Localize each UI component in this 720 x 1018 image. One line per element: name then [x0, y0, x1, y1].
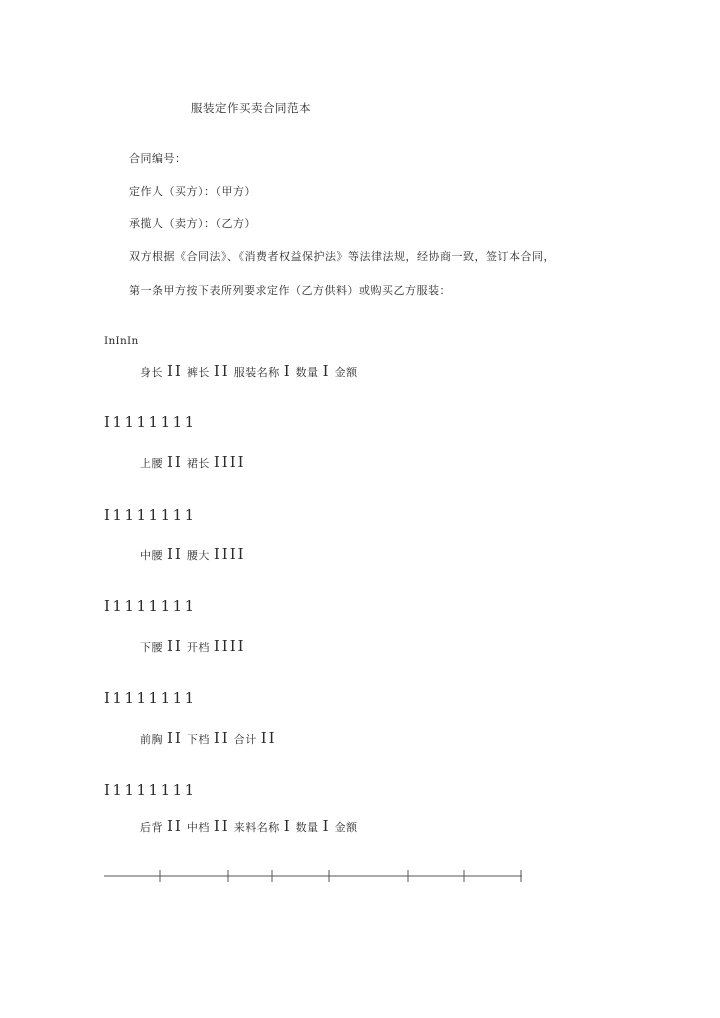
cell-label: 开档: [186, 641, 210, 654]
cell-label: 数量: [295, 821, 319, 834]
cell-separator: II: [213, 362, 230, 380]
row-separator-line: I1111111: [104, 597, 197, 615]
cell-separator: II: [213, 729, 230, 747]
cell-separator: II: [167, 817, 183, 835]
cell-separator: I: [283, 817, 292, 835]
agreement-paragraph: 双方根据《合同法》、《消费者权益保护法》等法律法规，经协商一致，签订本合同，: [129, 250, 555, 263]
cell-separator: IIII: [213, 453, 246, 471]
cell-label: 来料名称: [233, 821, 280, 834]
cell-label: 裙长: [186, 457, 210, 470]
cell-label: 身长: [140, 366, 163, 379]
row-separator-line: I1111111: [104, 689, 197, 707]
cell-label: 合计: [233, 733, 257, 746]
cell-label: 下档: [186, 733, 210, 746]
cell-label: 金额: [334, 366, 358, 379]
cell-separator: IIII: [213, 637, 246, 655]
cell-label: 腰大: [186, 549, 210, 562]
cell-separator: II: [260, 729, 277, 747]
row-separator-line: I1111111: [104, 413, 197, 431]
document-title: 服装定作买卖合同范本: [191, 101, 311, 115]
cell-separator: I: [322, 362, 331, 380]
table-row: [140, 362, 358, 380]
seller-line: 承揽人（卖方）：（乙方）: [129, 217, 256, 230]
cell-label: 下腰: [140, 641, 163, 654]
cell-separator: II: [167, 362, 183, 380]
cell-separator: I: [322, 817, 331, 835]
cell-label: 数量: [295, 366, 319, 379]
cell-separator: IIII: [213, 545, 246, 563]
cell-label: 中档: [186, 821, 210, 834]
cell-label: 上腰: [140, 457, 163, 470]
cell-separator: I: [283, 362, 292, 380]
cell-label: 金额: [334, 821, 358, 834]
contract-number-line: 合同编号：: [129, 152, 187, 165]
row-separator-line: I1111111: [104, 506, 197, 524]
row-separator-line: I1111111: [104, 781, 197, 799]
table-row: [140, 637, 250, 655]
table-row: [140, 453, 250, 471]
cell-separator: II: [167, 729, 183, 747]
cell-separator: II: [213, 817, 230, 835]
cell-label: 服装名称: [233, 366, 280, 379]
table-row: [140, 729, 281, 747]
table-row: [140, 817, 358, 835]
cell-separator: II: [167, 453, 183, 471]
table-bottom-rule: [104, 869, 524, 883]
article-one-paragraph: 第一条甲方按下表所列要求定作（乙方供料）或购买乙方服装：: [129, 284, 451, 297]
cell-label: 中腰: [140, 549, 163, 562]
cell-separator: II: [167, 637, 183, 655]
cell-label: 裤长: [186, 366, 210, 379]
table-row: [140, 545, 250, 563]
table-fragment-text: InInIn: [104, 335, 139, 347]
cell-separator: II: [167, 545, 183, 563]
cell-label: 后背: [140, 821, 163, 834]
buyer-line: 定作人（买方）：（甲方）: [129, 185, 256, 198]
cell-label: 前胸: [140, 733, 163, 746]
